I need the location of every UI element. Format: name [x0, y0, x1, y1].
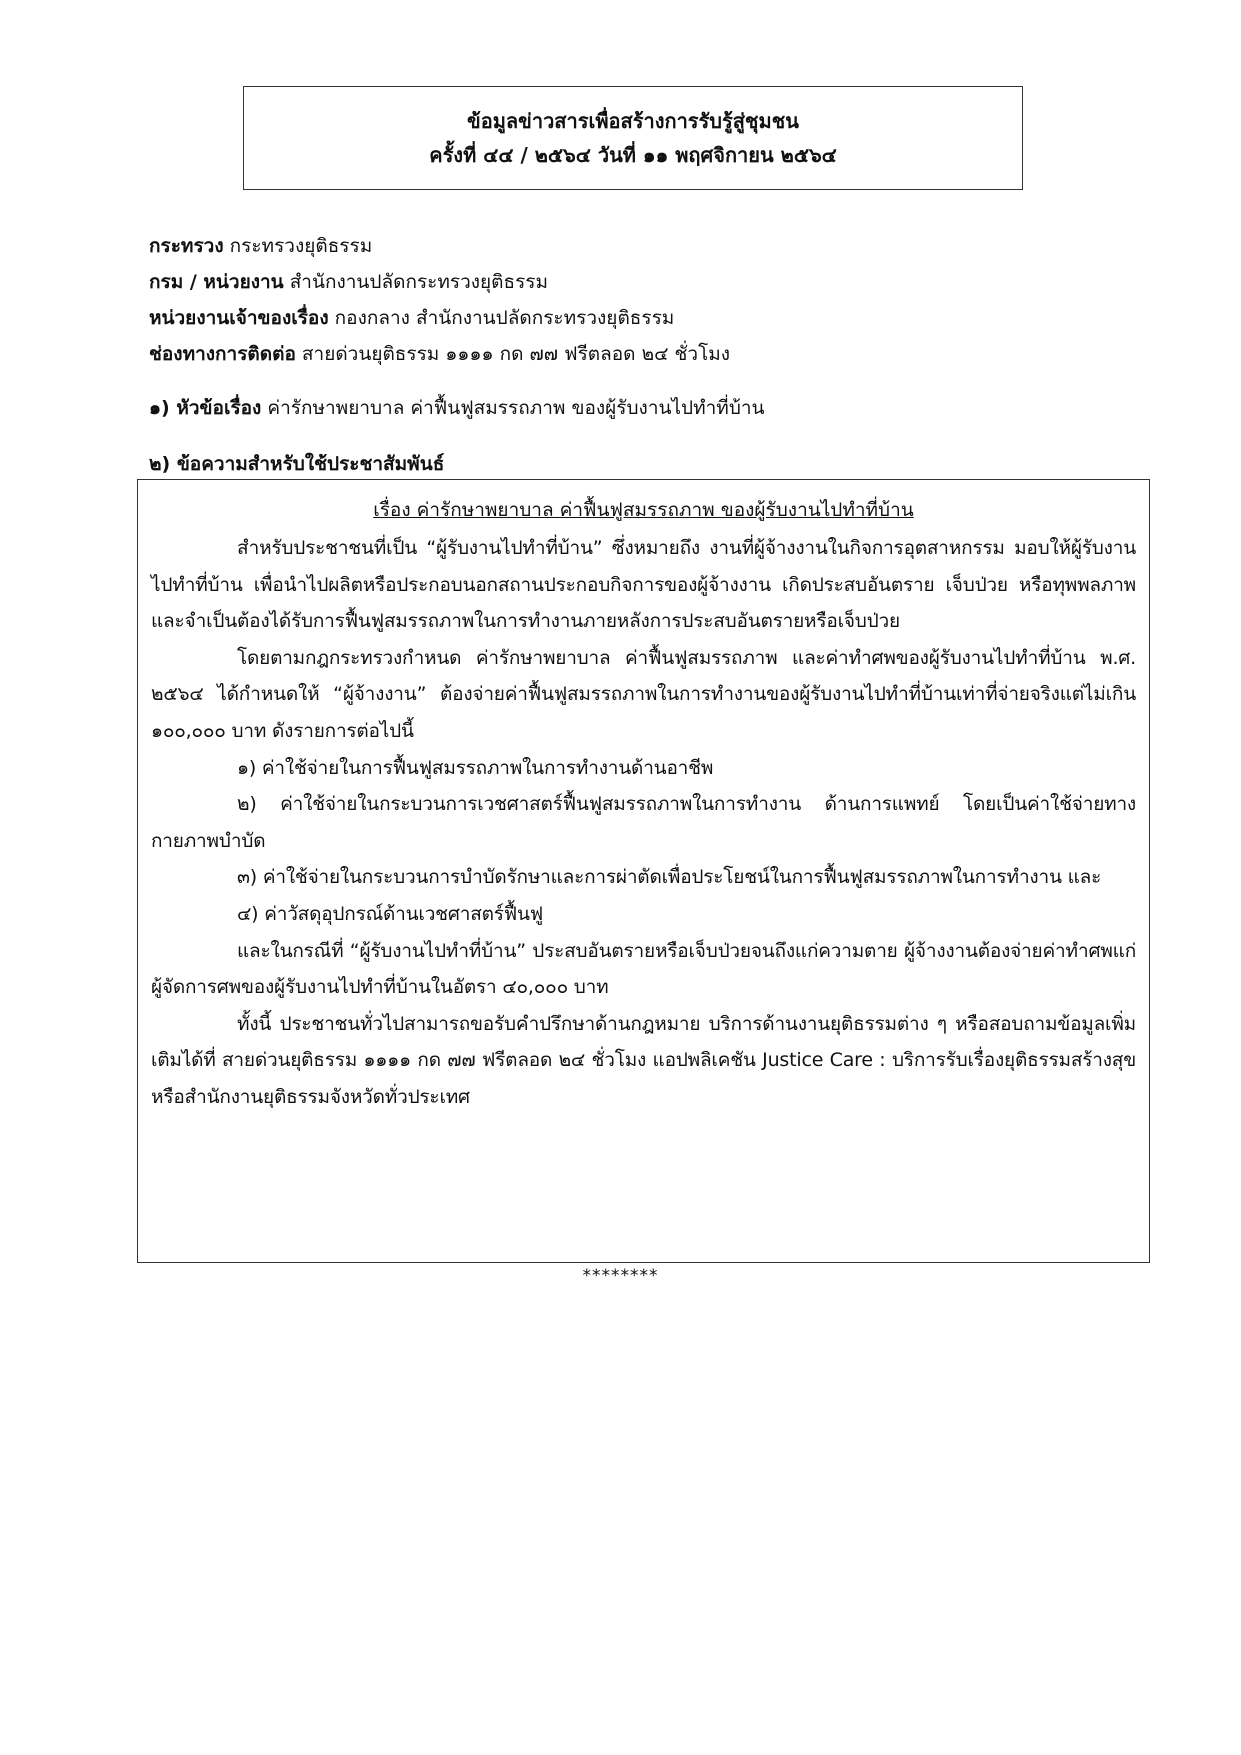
meta-ministry-label: กระทรวง: [149, 235, 224, 257]
section-pr-heading: ๒) ข้อความสำหรับใช้ประชาสัมพันธ์: [149, 453, 445, 475]
section-subject-label: ๑) หัวข้อเรื่อง: [149, 397, 262, 419]
document-issue-date: ครั้งที่ ๔๔ / ๒๕๖๔ วันที่ ๑๑ พฤศจิกายน ๒๕๖๔: [429, 143, 837, 167]
end-separator: ********: [582, 1266, 659, 1286]
pr-paragraph-funeral: และในกรณีที่ “ผู้รับงานไปทำที่บ้าน” ประสบอันตรายหรือเจ็บป่วยจนถึงแก่ความตาย ผู้จ้างงานต้องจ่ายค่าทำศพแก่ผู้จัดการศพของผู้รับงานไปทำที่บ้านในอัตรา ๔๐,๐๐๐ บาท: [151, 939, 1136, 999]
document-title-box: [243, 86, 1023, 190]
meta-ministry-value: กระทรวงยุติธรรม: [229, 235, 373, 257]
section-subject: [149, 390, 765, 426]
meta-contact-value: สายด่วนยุติธรรม ๑๑๑๑ กด ๗๗ ฟรีตลอด ๒๔ ชั่วโมง: [301, 343, 731, 365]
meta-contact: [149, 336, 1149, 372]
pr-paragraph-intro: สำหรับประชาชนที่เป็น “ผู้รับงานไปทำที่บ้าน” ซึ่งหมายถึง งานที่ผู้จ้างงานในกิจการอุตสาหกรรม มอบให้ผู้รับงานไปทำที่บ้าน เพื่อนำไปผลิตหรือประกอบนอกสถานประกอบกิจการของผู้จ้างงาน เกิดประสบอันตราย เจ็บป่วย หรือทุพพลภาพ และจำเป็นต้องได้รับการฟื้นฟูสมรรถภาพในการทำงานภายหลังการประสบอันตรายหรือเจ็บป่วย: [151, 537, 1136, 633]
pr-paragraph-contact: ทั้งนี้ ประชาชนทั่วไปสามารถขอรับคำปรึกษาด้านกฎหมาย บริการด้านงานยุติธรรมต่าง ๆ หรือสอบถามข้อมูลเพิ่มเติมได้ที่ สายด่วนยุติธรรม ๑๑๑๑ กด ๗๗ ฟรีตลอด ๒๔ ชั่วโมง แอปพลิเคชัน Justice Care : บริการรับเรื่องยุติธรรมสร้างสุข หรือสำนักงานยุติธรรมจังหวัดทั่วประเทศ: [151, 1012, 1136, 1108]
meta-department-value: สำนักงานปลัดกระทรวงยุติธรรม: [289, 271, 549, 293]
pr-list-item-2: ๒) ค่าใช้จ่ายในกระบวนการเวชศาสตร์ฟื้นฟูสมรรถภาพในการทำงาน ด้านการแพทย์ โดยเป็นค่าใช้จ่ายทางกายภาพบำบัด: [151, 793, 1136, 852]
meta-ministry: [149, 228, 1149, 264]
pr-list-item-3: ๓) ค่าใช้จ่ายในกระบวนการบำบัดรักษาและการผ่าตัดเพื่อประโยชน์ในการฟื้นฟูสมรรถภาพในการทำงาน และ: [237, 866, 1102, 889]
meta-owner-value: กองกลาง สำนักงานปลัดกระทรวงยุติธรรม: [334, 307, 675, 329]
meta-department: [149, 264, 1149, 300]
meta-owner-label: หน่วยงานเจ้าของเรื่อง: [149, 307, 329, 329]
meta-department-label: กรม / หน่วยงาน: [149, 271, 284, 293]
press-release-body: [151, 530, 1136, 1116]
meta-contact-label: ช่องทางการติดต่อ: [149, 343, 296, 365]
document-meta: [149, 228, 1149, 372]
pr-list-item-4: ๔) ค่าวัสดุอุปกรณ์ด้านเวชศาสตร์ฟื้นฟู: [237, 902, 544, 925]
pr-paragraph-regulation: โดยตามกฎกระทรวงกำหนด ค่ารักษาพยาบาล ค่าฟื้นฟูสมรรถภาพ และค่าทำศพของผู้รับงานไปทำที่บ้าน พ.ศ. ๒๕๖๔ ได้กำหนดให้ “ผู้จ้างงาน” ต้องจ่ายค่าฟื้นฟูสมรรถภาพในการทำงานของผู้รับงานไปทำที่บ้านเท่าที่จ่ายจริงแต่ไม่เกิน ๑๐๐,๐๐๐ บาท ดังรายการต่อไปนี้: [151, 646, 1136, 742]
press-release-box: [137, 479, 1150, 1263]
section-subject-value: ค่ารักษาพยาบาล ค่าฟื้นฟูสมรรถภาพ ของผู้รับงานไปทำที่บ้าน: [267, 397, 765, 419]
pr-list-item-1: ๑) ค่าใช้จ่ายในการฟื้นฟูสมรรถภาพในการทำงานด้านอาชีพ: [237, 756, 714, 779]
document-title: ข้อมูลข่าวสารเพื่อสร้างการรับรู้สู่ชุมชน: [467, 109, 799, 133]
meta-owner: [149, 300, 1149, 336]
press-release-title: เรื่อง ค่ารักษาพยาบาล ค่าฟื้นฟูสมรรถภาพ ของผู้รับงานไปทำที่บ้าน: [373, 499, 914, 521]
